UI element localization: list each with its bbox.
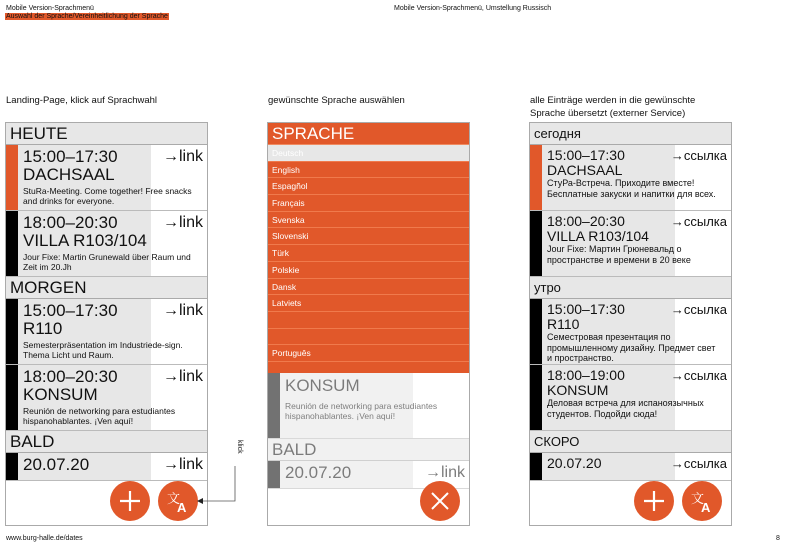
- plus-icon: [634, 481, 674, 521]
- event-title: R110: [23, 319, 63, 338]
- event-link[interactable]: →link: [162, 456, 203, 473]
- event-time: 18:00–20:30: [23, 213, 118, 232]
- section-heading: BALD: [6, 431, 207, 453]
- close-icon: [420, 481, 460, 521]
- plus-icon: [110, 481, 150, 521]
- event-card[interactable]: [530, 299, 731, 365]
- language-option[interactable]: [268, 329, 469, 346]
- event-bar: [530, 365, 542, 430]
- event-time: 20.07.20: [23, 455, 90, 474]
- doc-title-right: Mobile Version-Sprachmenü, Umstellung Russisch: [394, 5, 552, 12]
- event-card[interactable]: [530, 145, 731, 211]
- caption-translated: alle Einträge werden in die gewünschte Sprache übersetzt (externer Service): [530, 95, 696, 119]
- event-bar: [6, 211, 18, 276]
- section-heading: HEUTE: [6, 123, 207, 145]
- event-desc: Jour Fixe: Мартин Грюневальд о пространстве и времени в 20 веке: [547, 244, 691, 265]
- event-time: 15:00–17:30: [547, 301, 625, 317]
- caption-select-language: gewünschte Sprache auswählen: [268, 95, 405, 106]
- event-bar: [268, 373, 280, 438]
- background-list: [268, 373, 469, 489]
- footer-url[interactable]: www.burg-halle.de/dates: [6, 535, 83, 542]
- language-option[interactable]: Latviets: [268, 295, 469, 312]
- event-bar: [530, 299, 542, 364]
- event-bar: [6, 299, 18, 364]
- language-option[interactable]: Türk: [268, 245, 469, 262]
- event-bar: [530, 211, 542, 276]
- language-option[interactable]: Français: [268, 195, 469, 212]
- caption-landing: Landing-Page, klick auf Sprachwahl: [6, 95, 158, 106]
- event-desc: Деловая встреча для испаноязычных студентов. Подойди сюда!: [547, 398, 704, 419]
- section-heading: СКОРО: [530, 431, 731, 453]
- event-card[interactable]: [6, 299, 207, 365]
- event-time: 18:00–19:00: [547, 367, 625, 383]
- event-card[interactable]: [530, 211, 731, 277]
- language-option[interactable]: [268, 312, 469, 329]
- event-time: 20.07.20: [285, 463, 352, 482]
- section-heading: сегодня: [530, 123, 731, 145]
- phone-landing: [5, 122, 208, 526]
- event-time: 18:00–20:30: [23, 367, 118, 386]
- phone-language-menu: [267, 122, 470, 526]
- language-option[interactable]: Svenska: [268, 212, 469, 229]
- event-title: VILLA R103/104: [547, 228, 649, 244]
- event-link[interactable]: →link: [424, 464, 465, 481]
- event-card[interactable]: [6, 211, 207, 277]
- event-title: KONSUM: [547, 382, 609, 398]
- event-bar: [530, 145, 542, 210]
- event-desc: StuRa-Meeting. Come together! Free snacks and drinks for everyone.: [23, 186, 192, 206]
- svg-text:文: 文: [691, 492, 705, 507]
- event-title: KONSUM: [285, 376, 360, 395]
- language-option[interactable]: Polskie: [268, 262, 469, 279]
- event-card[interactable]: [6, 453, 207, 481]
- event-link[interactable]: →link: [162, 368, 203, 385]
- event-link[interactable]: →ссылка: [670, 368, 727, 383]
- translate-button[interactable]: [158, 481, 198, 521]
- event-link[interactable]: →ссылка: [670, 148, 727, 163]
- event-title: R110: [547, 316, 580, 332]
- event-card[interactable]: [6, 365, 207, 431]
- event-bar: [530, 453, 542, 480]
- section-heading: BALD: [268, 439, 469, 461]
- translate-icon: [682, 481, 722, 521]
- event-title: KONSUM: [23, 385, 98, 404]
- add-button[interactable]: [110, 481, 150, 521]
- event-desc: Семестровая презентация по промышленному дизайну. Предмет свет и пространство.: [547, 332, 716, 363]
- event-desc: Reunión de networking para estudiantes hispanohablantes. ¡Ven aquí!: [285, 401, 438, 421]
- language-option[interactable]: Dansk: [268, 279, 469, 296]
- translate-button[interactable]: [682, 481, 722, 521]
- doc-subtitle-highlight: Auswahl der Sprache/Vereinheitlichung der Sprache: [6, 13, 168, 20]
- page-number: 8: [776, 535, 780, 542]
- event-desc: Semesterpräsentation im Industriede-sign. Thema Licht und Raum.: [23, 340, 183, 360]
- event-time: 15:00–17:30: [23, 147, 118, 166]
- event-card[interactable]: [6, 145, 207, 211]
- event-link[interactable]: →link: [162, 302, 203, 319]
- event-desc: Jour Fixe: Martin Grunewald über Raum und Zeit im 20.Jh: [23, 252, 191, 272]
- annotation-arrow: [195, 466, 240, 516]
- section-heading: MORGEN: [6, 277, 207, 299]
- event-bar: [6, 453, 18, 480]
- event-card: [268, 373, 469, 439]
- language-option[interactable]: Português: [268, 345, 469, 362]
- event-title: VILLA R103/104: [23, 231, 147, 250]
- section-heading: утро: [530, 277, 731, 299]
- event-link[interactable]: →ссылка: [670, 214, 727, 229]
- language-option[interactable]: English: [268, 162, 469, 179]
- language-menu-title: SPRACHE: [268, 123, 469, 145]
- language-option[interactable]: Espagñol: [268, 178, 469, 195]
- event-title: DACHSAAL: [547, 162, 623, 178]
- language-option[interactable]: Slovenski: [268, 228, 469, 245]
- svg-text:A: A: [177, 500, 187, 515]
- event-time: 15:00–17:30: [23, 301, 118, 320]
- event-title: DACHSAAL: [23, 165, 115, 184]
- svg-text:文: 文: [167, 492, 181, 507]
- event-desc: СтуРа-Встреча. Приходите вместе! Бесплатные закуски и напитки для всех.: [547, 178, 716, 199]
- event-card[interactable]: [530, 453, 731, 481]
- event-link[interactable]: →ссылка: [670, 456, 727, 471]
- event-time: 18:00–20:30: [547, 213, 625, 229]
- translate-icon: [158, 481, 198, 521]
- event-desc: Reunión de networking para estudiantes hispanohablantes. ¡Ven aquí!: [23, 406, 176, 426]
- phone-russian: [529, 122, 732, 526]
- event-link[interactable]: →link: [162, 214, 203, 231]
- language-option[interactable]: Deutsch: [268, 145, 469, 162]
- doc-title-left: Mobile Version-Sprachmenü: [6, 5, 94, 12]
- event-bar: [268, 461, 280, 488]
- add-button[interactable]: [634, 481, 674, 521]
- event-time: 15:00–17:30: [547, 147, 625, 163]
- event-bar: [6, 365, 18, 430]
- event-bar: [6, 145, 18, 210]
- close-button[interactable]: [420, 481, 460, 521]
- event-card[interactable]: [530, 365, 731, 431]
- annotation-klick: klick: [236, 440, 243, 454]
- event-time: 20.07.20: [547, 455, 602, 471]
- event-link[interactable]: →link: [162, 148, 203, 165]
- svg-text:A: A: [701, 500, 711, 515]
- event-link[interactable]: →ссылка: [670, 302, 727, 317]
- language-menu: [268, 123, 469, 373]
